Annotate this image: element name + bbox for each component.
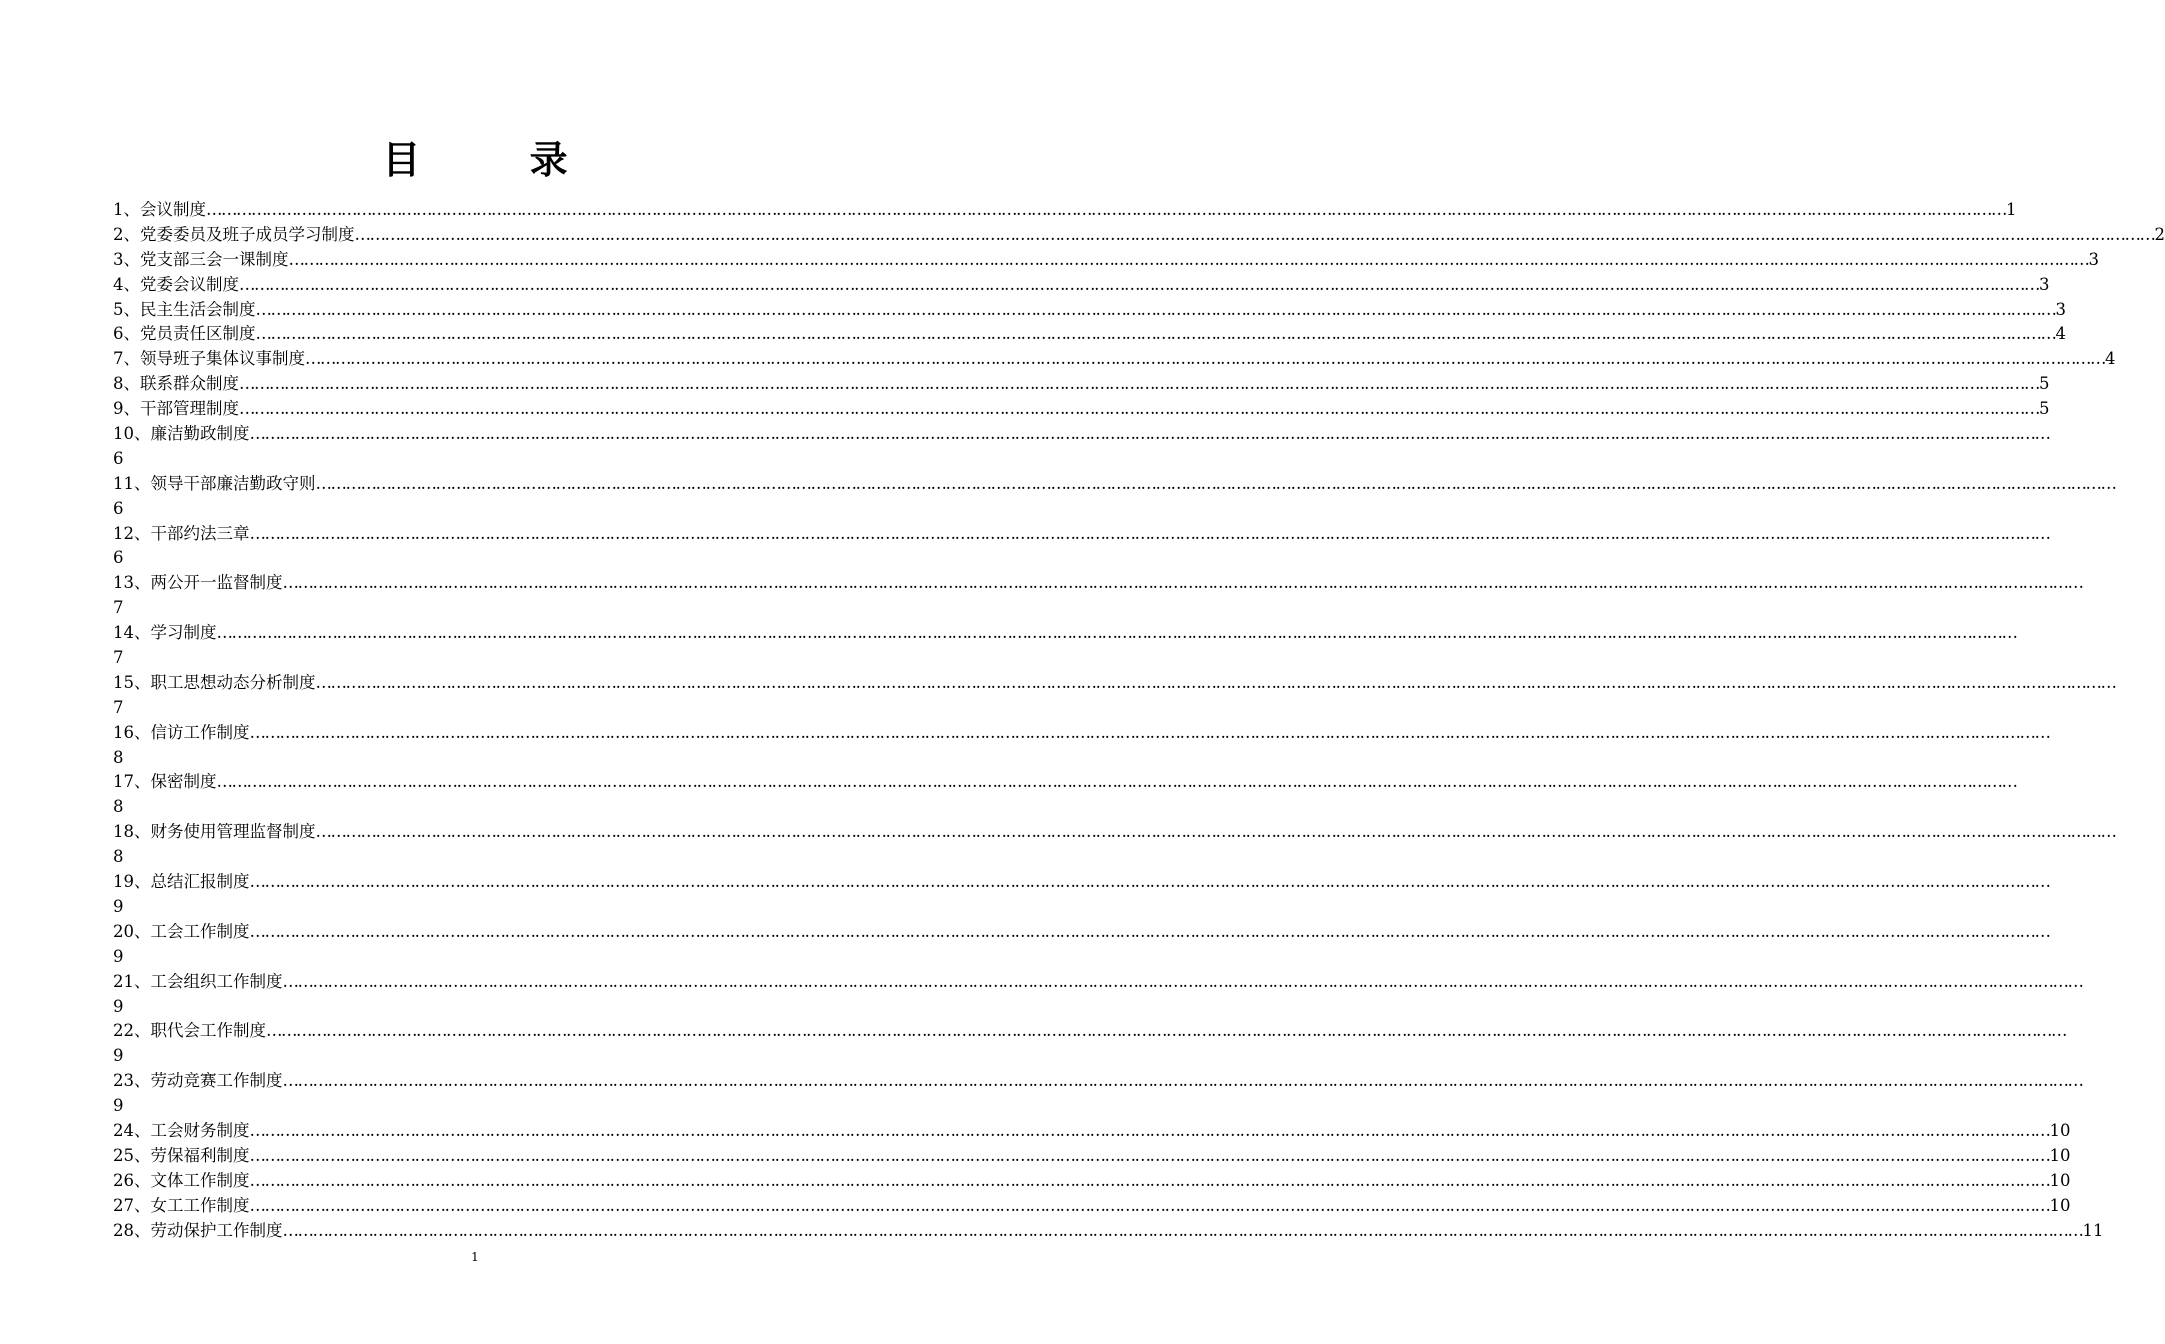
toc-entry-page: 3 — [2039, 274, 2050, 294]
toc-entry-row — [113, 372, 2050, 397]
toc-entry-page: 11 — [2082, 1220, 2104, 1240]
toc-entry-label: 12、干部约法三章 — [113, 523, 250, 543]
toc-entry-label: 2、党委委员及班子成员学习制度 — [113, 224, 355, 244]
toc-entry-label: 6、党员责任区制度 — [113, 324, 256, 344]
toc-entry-label: 17、保密制度 — [113, 772, 217, 792]
toc-leader-dots: ……………………………………………………………………………………………………………………………………………………………………………………………………………………………………………………………………………………………………………………………… — [239, 399, 2039, 419]
toc-entry-label: 19、总结汇报制度 — [113, 872, 250, 892]
toc-entry[interactable] — [113, 198, 2017, 223]
toc-entry-page: 10 — [2049, 1120, 2071, 1140]
toc-entry-row — [113, 1194, 2071, 1219]
toc-entry-row — [113, 920, 2050, 945]
toc-entry[interactable] — [113, 298, 2066, 323]
toc-leader-dots: ……………………………………………………………………………………………………………………………………………………………………………………………………………………………………………………………………………………………………………………………… — [282, 971, 2083, 991]
toc-entry[interactable] — [113, 372, 2050, 397]
toc-leader-dots: ……………………………………………………………………………………………………………………………………………………………………………………………………………………………………………………………………………………………………………………………… — [315, 473, 2116, 493]
toc-entry-page: 9 — [113, 996, 124, 1016]
toc-entry-label: 18、财务使用管理监督制度 — [113, 822, 316, 842]
toc-entry-row — [113, 298, 2066, 323]
toc-leader-dots: ……………………………………………………………………………………………………………………………………………………………………………………………………………………………………………………………………………………………………………………………… — [255, 324, 2056, 344]
toc-leader-dots: ……………………………………………………………………………………………………………………………………………………………………………………………………………………………………………………………………………………………………………………………… — [249, 523, 2050, 543]
toc-entry-label: 22、职代会工作制度 — [113, 1021, 266, 1041]
toc-entry[interactable] — [113, 870, 2050, 920]
toc-leader-dots: ……………………………………………………………………………………………………………………………………………………………………………………………………………………………………………………………………………………………………………………………… — [216, 623, 2017, 643]
toc-entry-label: 27、女工工作制度 — [113, 1195, 250, 1215]
toc-leader-dots: ……………………………………………………………………………………………………………………………………………………………………………………………………………………………………………………………………………………………………………………………… — [249, 424, 2050, 443]
toc-entry-row — [113, 970, 2083, 995]
toc-entry[interactable] — [113, 347, 2116, 372]
toc-leader-dots: ……………………………………………………………………………………………………………………………………………………………………………………………………………………………………………………………………………………………………………………………… — [249, 872, 2050, 892]
toc-entry[interactable] — [113, 1069, 2083, 1119]
toc-entry-row — [113, 1119, 2071, 1144]
toc-entry-label: 5、民主生活会制度 — [113, 299, 256, 319]
toc-entry-row — [113, 721, 2050, 746]
toc-entry-page: 4 — [2055, 324, 2066, 344]
toc-entry-row — [113, 472, 2116, 497]
toc-entry-page: 6 — [113, 498, 124, 518]
toc-leader-dots: ……………………………………………………………………………………………………………………………………………………………………………………………………………………………………………………………………………………………………………………………… — [239, 274, 2039, 294]
toc-entry[interactable] — [113, 1019, 2066, 1069]
toc-entry-page: 3 — [2088, 249, 2099, 269]
toc-entry-label: 16、信访工作制度 — [113, 722, 250, 742]
toc-entry-row — [113, 223, 2165, 248]
toc-leader-dots: ……………………………………………………………………………………………………………………………………………………………………………………………………………………………………………………………………………………………………………………………… — [255, 299, 2056, 319]
toc-entry-row — [113, 1169, 2071, 1194]
toc-entry-page: 8 — [113, 747, 124, 767]
toc-entry-label: 10、廉洁勤政制度 — [113, 424, 250, 443]
toc-entry[interactable] — [113, 1169, 2071, 1194]
toc-entry-page: 9 — [113, 896, 124, 916]
toc-leader-dots: ……………………………………………………………………………………………………………………………………………………………………………………………………………………………………………………………………………………………………………………………… — [216, 772, 2017, 792]
toc-leader-dots: ……………………………………………………………………………………………………………………………………………………………………………………………………………………………………………………………………………………………………………………………… — [282, 1071, 2083, 1091]
toc-entry-row — [113, 1069, 2083, 1094]
toc-entry-label: 7、领导班子集体议事制度 — [113, 349, 305, 369]
toc-entry-row — [113, 1144, 2071, 1169]
toc-entry-label: 25、劳保福利制度 — [113, 1145, 250, 1165]
toc-leader-dots: ……………………………………………………………………………………………………………………………………………………………………………………………………………………………………………………………………………………………………………………………… — [249, 1170, 2050, 1190]
toc-entry-row — [113, 870, 2050, 895]
toc-entry-page: 8 — [113, 797, 124, 817]
toc-leader-dots: ……………………………………………………………………………………………………………………………………………………………………………………………………………………………………………………………………………………………………………………………… — [206, 199, 2006, 219]
toc-entry-page: 10 — [2049, 1195, 2071, 1215]
toc-entry-page: 3 — [2055, 299, 2066, 319]
toc-entry-page: 9 — [113, 1046, 124, 1066]
toc-entry-label: 21、工会组织工作制度 — [113, 971, 283, 991]
toc-leader-dots: ……………………………………………………………………………………………………………………………………………………………………………………………………………………………………………………………………………………………………………………………… — [249, 1120, 2050, 1140]
toc-entry[interactable] — [113, 970, 2083, 1020]
toc-leader-dots: ……………………………………………………………………………………………………………………………………………………………………………………………………………………………………………………………………………………………………………………………… — [249, 722, 2050, 742]
toc-leader-dots: ……………………………………………………………………………………………………………………………………………………………………………………………………………………………………………………………………………………………………………………………… — [305, 349, 2105, 369]
toc-entry-page: 7 — [113, 648, 124, 668]
toc-entry-label: 24、工会财务制度 — [113, 1120, 250, 1140]
toc-entry-label: 15、职工思想动态分析制度 — [113, 672, 316, 692]
toc-leader-dots: ……………………………………………………………………………………………………………………………………………………………………………………………………………………………………………………………………………………………………………………………… — [315, 822, 2116, 842]
toc-entry-row — [113, 671, 2116, 696]
toc-leader-dots: ……………………………………………………………………………………………………………………………………………………………………………………………………………………………………………………………………………………………………………………………… — [266, 1021, 2066, 1041]
toc-entry[interactable] — [113, 472, 2116, 522]
footer-page-number: 1 — [471, 1250, 479, 1264]
toc-entry[interactable] — [113, 571, 2083, 621]
toc-entry-label: 26、文体工作制度 — [113, 1170, 250, 1190]
toc-entry-row — [113, 198, 2017, 223]
toc-entry-page: 7 — [113, 697, 124, 717]
table-of-contents — [113, 198, 2165, 1243]
toc-entry[interactable] — [113, 721, 2050, 771]
toc-entry-row — [113, 571, 2083, 596]
toc-entry[interactable] — [113, 770, 2017, 820]
toc-entry-label: 20、工会工作制度 — [113, 921, 250, 941]
toc-entry-label: 4、党委会议制度 — [113, 274, 239, 294]
toc-entry-row — [113, 820, 2116, 845]
toc-entry[interactable] — [113, 522, 2050, 572]
toc-entry-page: 9 — [113, 946, 124, 966]
toc-entry-label: 13、两公开一监督制度 — [113, 573, 283, 593]
toc-entry-label: 14、学习制度 — [113, 623, 217, 643]
toc-entry-row — [113, 397, 2050, 422]
toc-entry[interactable] — [113, 920, 2050, 970]
toc-entry[interactable] — [113, 1119, 2071, 1144]
toc-entry-row — [113, 322, 2066, 347]
toc-leader-dots: ……………………………………………………………………………………………………………………………………………………………………………………………………………………………………………………………………………………………………………………………… — [249, 1195, 2050, 1215]
toc-entry[interactable] — [113, 248, 2099, 273]
toc-leader-dots: ……………………………………………………………………………………………………………………………………………………………………………………………………………………………………………………………………………………………………………………………… — [288, 249, 2089, 269]
toc-leader-dots: ……………………………………………………………………………………………………………………………………………………………………………………………………………………………………………………………………………………………………………………………… — [354, 224, 2155, 244]
toc-entry[interactable] — [113, 621, 2017, 671]
toc-leader-dots: ……………………………………………………………………………………………………………………………………………………………………………………………………………………………………………………………………………………………………………………………… — [239, 374, 2039, 394]
toc-entry[interactable] — [113, 397, 2050, 422]
toc-entry-page: 5 — [2039, 374, 2050, 394]
toc-leader-dots: ……………………………………………………………………………………………………………………………………………………………………………………………………………………………………………………………………………………………………………………………… — [315, 672, 2116, 692]
toc-leader-dots: ……………………………………………………………………………………………………………………………………………………………………………………………………………………………………………………………………………………………………………………………… — [282, 573, 2083, 593]
toc-entry-page: 7 — [113, 598, 124, 618]
toc-entry-page: 10 — [2049, 1170, 2071, 1190]
toc-entry[interactable] — [113, 1194, 2071, 1219]
toc-entry-row — [113, 422, 2050, 447]
toc-entry-row — [113, 770, 2017, 795]
toc-entry-label: 1、会议制度 — [113, 199, 206, 219]
toc-entry-page: 5 — [2039, 399, 2050, 419]
toc-entry-row — [113, 621, 2017, 646]
toc-entry-label: 3、党支部三会一课制度 — [113, 249, 289, 269]
toc-entry-label: 28、劳动保护工作制度 — [113, 1220, 283, 1240]
toc-entry-page: 8 — [113, 847, 124, 867]
toc-entry[interactable] — [113, 223, 2165, 248]
toc-entry[interactable] — [113, 1144, 2071, 1169]
toc-entry[interactable] — [113, 820, 2116, 870]
toc-entry-row — [113, 248, 2099, 273]
toc-entry-label: 9、干部管理制度 — [113, 399, 239, 419]
toc-leader-dots: ……………………………………………………………………………………………………………………………………………………………………………………………………………………………………………………………………………………………………………………………… — [249, 1145, 2050, 1165]
toc-entry[interactable] — [113, 273, 2050, 298]
toc-entry[interactable] — [113, 322, 2066, 347]
toc-entry-page: 2 — [2154, 224, 2165, 244]
toc-entry-row — [113, 1219, 2104, 1244]
toc-entry-page: 9 — [113, 1096, 124, 1116]
toc-entry-page: 4 — [2105, 349, 2116, 369]
page-title: 目 录 — [382, 138, 616, 182]
toc-entry-page: 1 — [2006, 199, 2017, 219]
toc-entry[interactable] — [113, 1219, 2104, 1244]
toc-entry-page: 10 — [2049, 1145, 2071, 1165]
toc-entry-label: 8、联系群众制度 — [113, 374, 239, 394]
toc-entry[interactable] — [113, 671, 2116, 721]
toc-entry-row — [113, 347, 2116, 372]
toc-entry-row — [113, 273, 2050, 298]
toc-leader-dots: ……………………………………………………………………………………………………………………………………………………………………………………………………………………………………………………………………………………………………………………………… — [282, 1220, 2083, 1240]
toc-entry[interactable] — [113, 422, 2050, 472]
toc-leader-dots: ……………………………………………………………………………………………………………………………………………………………………………………………………………………………………………………………………………………………………………………………… — [249, 921, 2050, 941]
toc-entry-page: 6 — [113, 448, 124, 468]
toc-entry-label: 23、劳动竞赛工作制度 — [113, 1071, 283, 1091]
toc-entry-page: 6 — [113, 548, 124, 568]
toc-entry-label: 11、领导干部廉洁勤政守则 — [113, 473, 316, 493]
toc-entry-row — [113, 1019, 2066, 1044]
toc-entry-row — [113, 522, 2050, 547]
